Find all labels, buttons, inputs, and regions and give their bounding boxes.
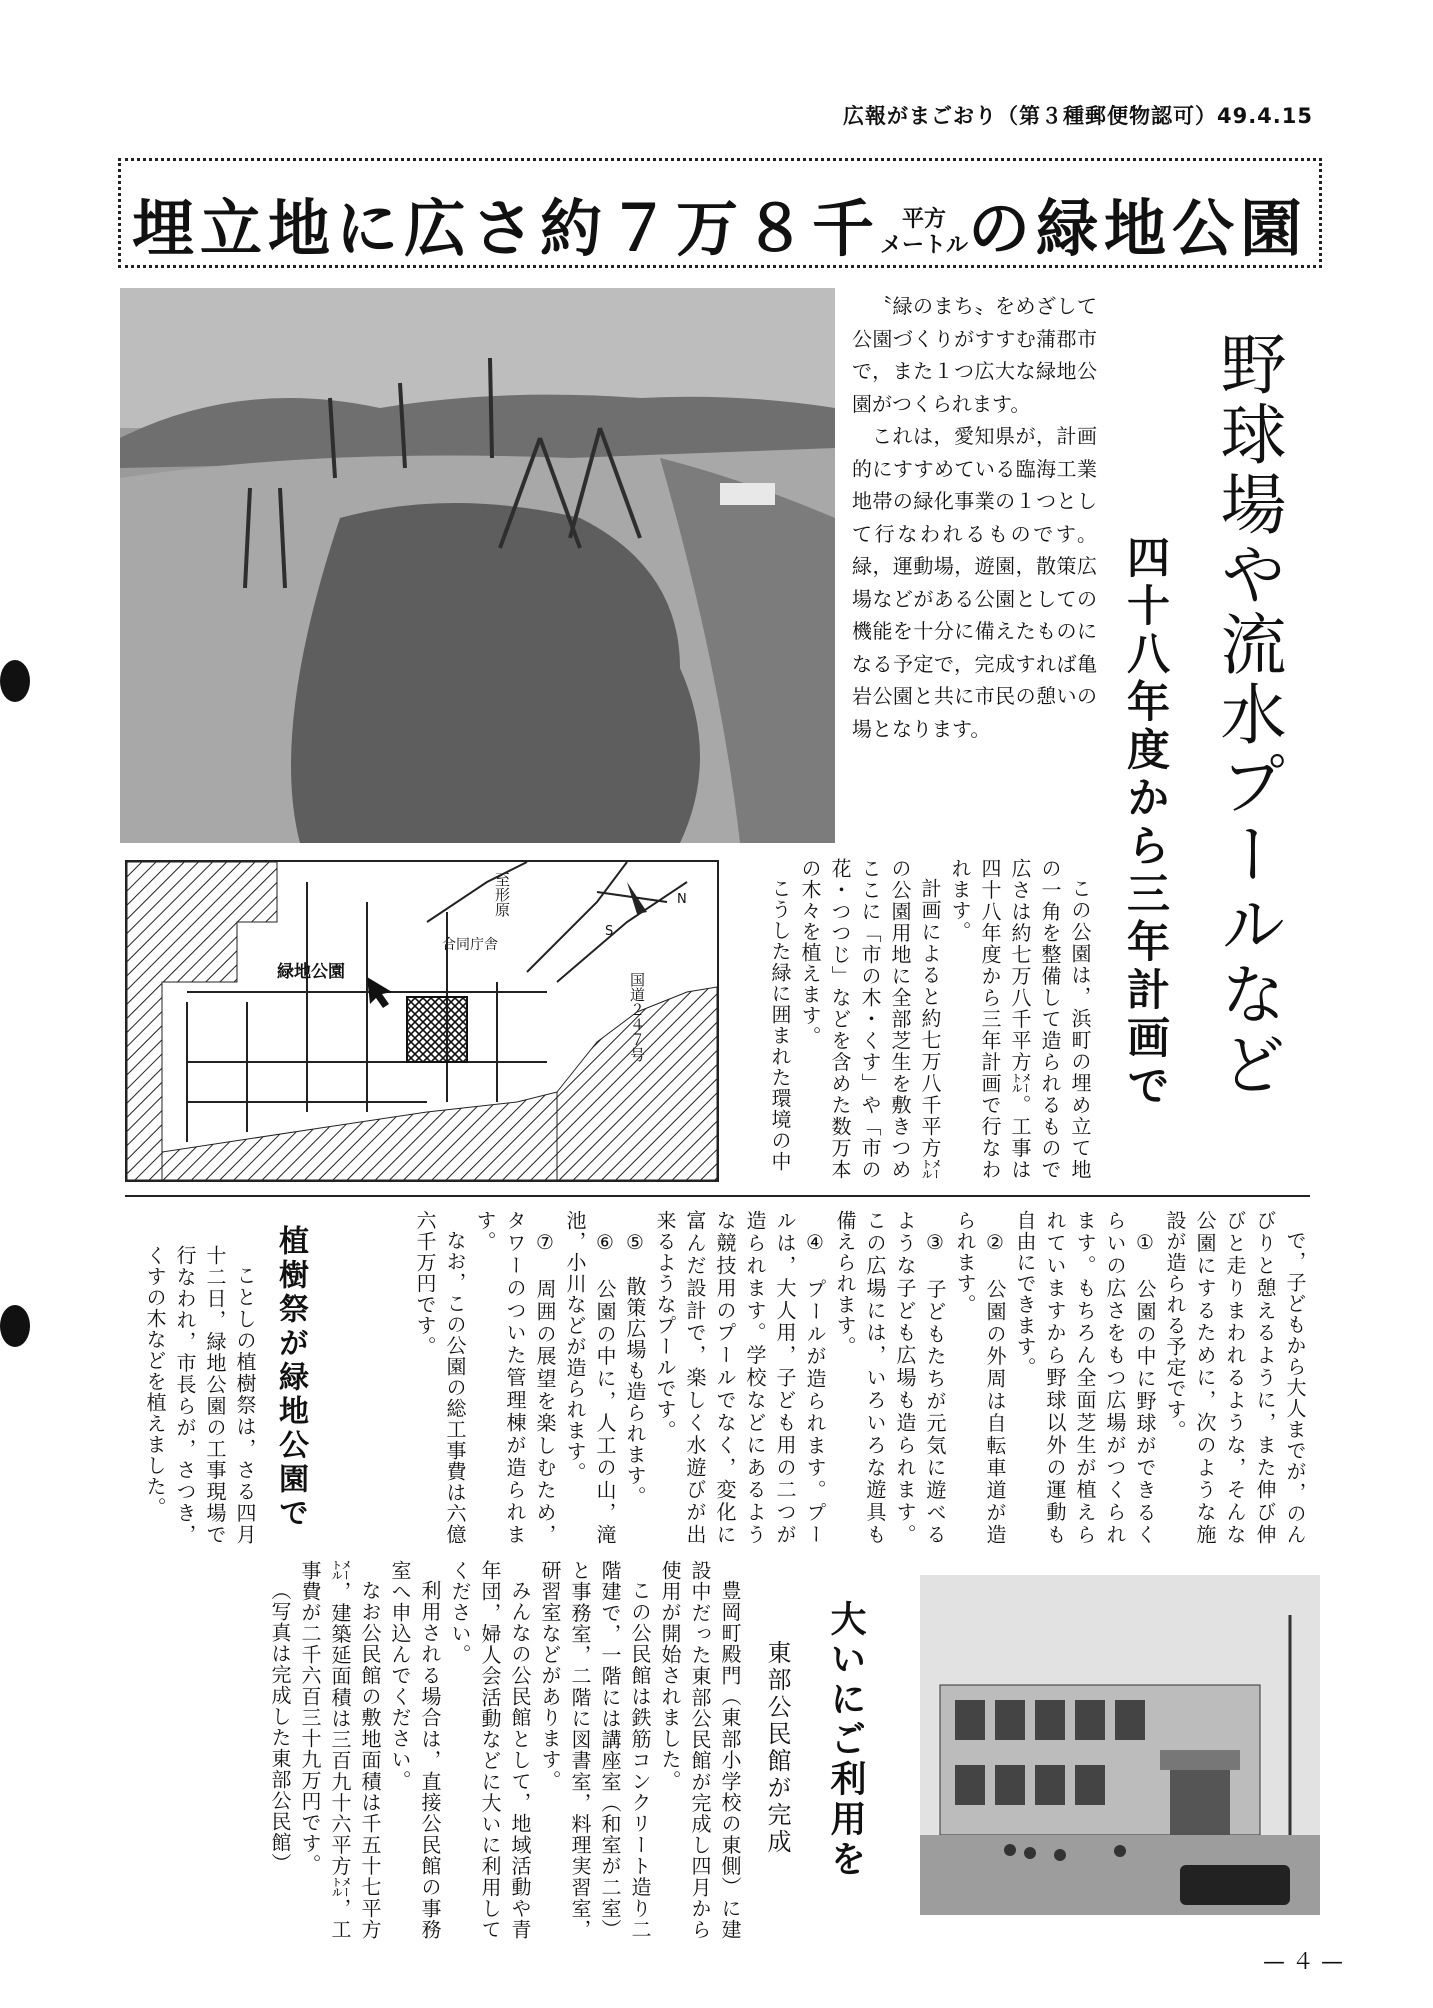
facility-item-6: ⑥ 公園の中に，人工の山，滝池，小川などが造られます。	[563, 1210, 617, 1545]
facility-item-2: ② 公園の外周は自転車道が造られます。	[953, 1210, 1007, 1545]
facility-item-4: ④ プールが造られます。プールは，大人用，子ども用の二つが造られます。学校などにあるような競技用のプールでなく，変化に富んだ設計で，楽しく水遊びが出来るようなプールです。	[653, 1210, 827, 1545]
hall-photo-image	[920, 1575, 1320, 1915]
planting-paragraph: ことしの植樹祭は，さる四月十二日，緑地公園の工事現場で行なわれ，市長らが，さつき，くすの木などを植えました。	[143, 1245, 257, 1545]
planting-body	[120, 1245, 260, 1545]
issue-header: 広報がまごおり（第３種郵便物認可）49.4.15	[842, 104, 1313, 128]
park-upper-paragraph-1: この公園は，浜町の埋め立て地の一角を整備して造られるもので広さは約七万八千平方㍍。工事は四十八年度から三年計画で行なわれます。	[948, 858, 1092, 1180]
park-article-lower	[345, 1210, 1310, 1545]
title-main-before: 埋立地に広さ約７万８千	[131, 192, 880, 265]
title-box	[118, 158, 1322, 268]
hall-caption: （写真は完成した東部公民館）	[268, 1580, 292, 1874]
hall-paragraph-2: この公民館は鉄筋コンクリート造り二階建で，一階には講座室（和室が二室）と事務室，二階に図書室，料理実習室，研習室などがあります。	[538, 1560, 652, 1940]
hall-paragraph-5: なお公民館の敷地面積は千五十七平方㍍，建築延面積は三百九十六平方㍍，工事費が二千六百三十九万円です。	[298, 1560, 382, 1940]
title-unit-top: 平方	[901, 206, 946, 232]
title-main-after: の緑地公園	[968, 192, 1309, 265]
binder-hole-bottom	[0, 1305, 30, 1347]
facility-item-5: ⑤ 散策広場も造られます。	[623, 1230, 647, 1507]
intro-paragraph-2: これは，愛知県が，計画的にすすめている臨海工業地帯の緑化事業の１つとして行なわれるものです。緑，運動場，遊園，散策広場などがある公園としての機能を十分に備えたものになる予定で，完成すれば亀岩公園と共に市民の憩いの場となります。	[852, 424, 1097, 741]
compass-south: S	[605, 924, 614, 939]
sub-headline: 四十八年度から三年計画で	[1120, 535, 1170, 1111]
hall-heading: 大いにご利用を	[825, 1600, 866, 1880]
title-unit-bottom: メートル	[879, 232, 968, 258]
map-label-park: 緑地公園	[277, 962, 345, 982]
hall-paragraph-3: みんなの公民館として，地域活動や青年団，婦人会活動などに大いに利用してください。	[448, 1560, 532, 1940]
facility-item-3: ③ 子どもたちが元気に遊べるような子ども広場も造られます。この広場には，いろいろな遊具も備えられます。	[833, 1210, 947, 1545]
planting-heading: 植樹祭が緑地公園で	[273, 1225, 308, 1531]
park-closing: なお，この公園の総工事費は六億六千万円です。	[413, 1210, 467, 1545]
facility-item-1: ① 公園の中に野球ができるくらいの広さをもつ広場がつくられます。もちろん全面芝生が植えられていますから野球以外の運動も自由にできます。	[1013, 1210, 1157, 1545]
park-article-upper	[735, 858, 1095, 1180]
binder-hole-top	[0, 660, 30, 702]
facility-item-7: ⑦ 周囲の展望を楽しむため，タワーのついた管理棟が造られます。	[473, 1210, 557, 1545]
map-label-road: 国道２４７号	[628, 972, 646, 1062]
park-photo-image	[120, 288, 835, 843]
location-map	[125, 860, 719, 1182]
intro-text	[852, 290, 1097, 745]
hall-subheading: 東部公民館が完成	[763, 1640, 791, 1856]
main-headline: 野球場や流水プールなど	[1209, 330, 1286, 1100]
section-divider	[125, 1195, 1310, 1197]
hall-paragraph-1: 豊岡町殿門（東部小学校の東側）に建設中だった東部公民館が完成し四月から使用が開始されました。	[658, 1560, 742, 1940]
page-title	[121, 179, 1319, 268]
park-upper-paragraph-2: 計画によると約七万八千平方㍍の公園用地に全部芝生を敷きつめここに「市の木・くす」や「市の花・つつじ」などを含めた数万本の木々を植えます。	[798, 858, 942, 1180]
park-lower-lead: で，子どもから大人までが，のんびりと憩えるように，また伸び伸びと走りまわれるような，そんな公園にするために，次のような施設が造られる予定です。	[1163, 1210, 1307, 1545]
intro-paragraph-1: 〝緑のまち〟をめざして公園づくりがすすむ蒲郡市で，また１つ広大な緑地公園がつくられます。	[852, 294, 1097, 416]
hall-article	[140, 1560, 745, 1940]
park-photo	[120, 288, 835, 843]
hall-paragraph-4: 利用される場合は，直接公民館の事務室へ申込んでください。	[388, 1560, 442, 1940]
page-number: — ４ —	[1263, 1950, 1343, 1975]
map-label-to: 至形原	[493, 872, 511, 917]
compass-north: N	[677, 892, 687, 907]
park-upper-paragraph-3: こうした緑に囲まれた環境の中	[768, 878, 792, 1172]
hall-photo	[920, 1575, 1320, 1915]
title-unit	[880, 207, 968, 259]
map-label-office: 合同庁舎	[442, 937, 498, 953]
